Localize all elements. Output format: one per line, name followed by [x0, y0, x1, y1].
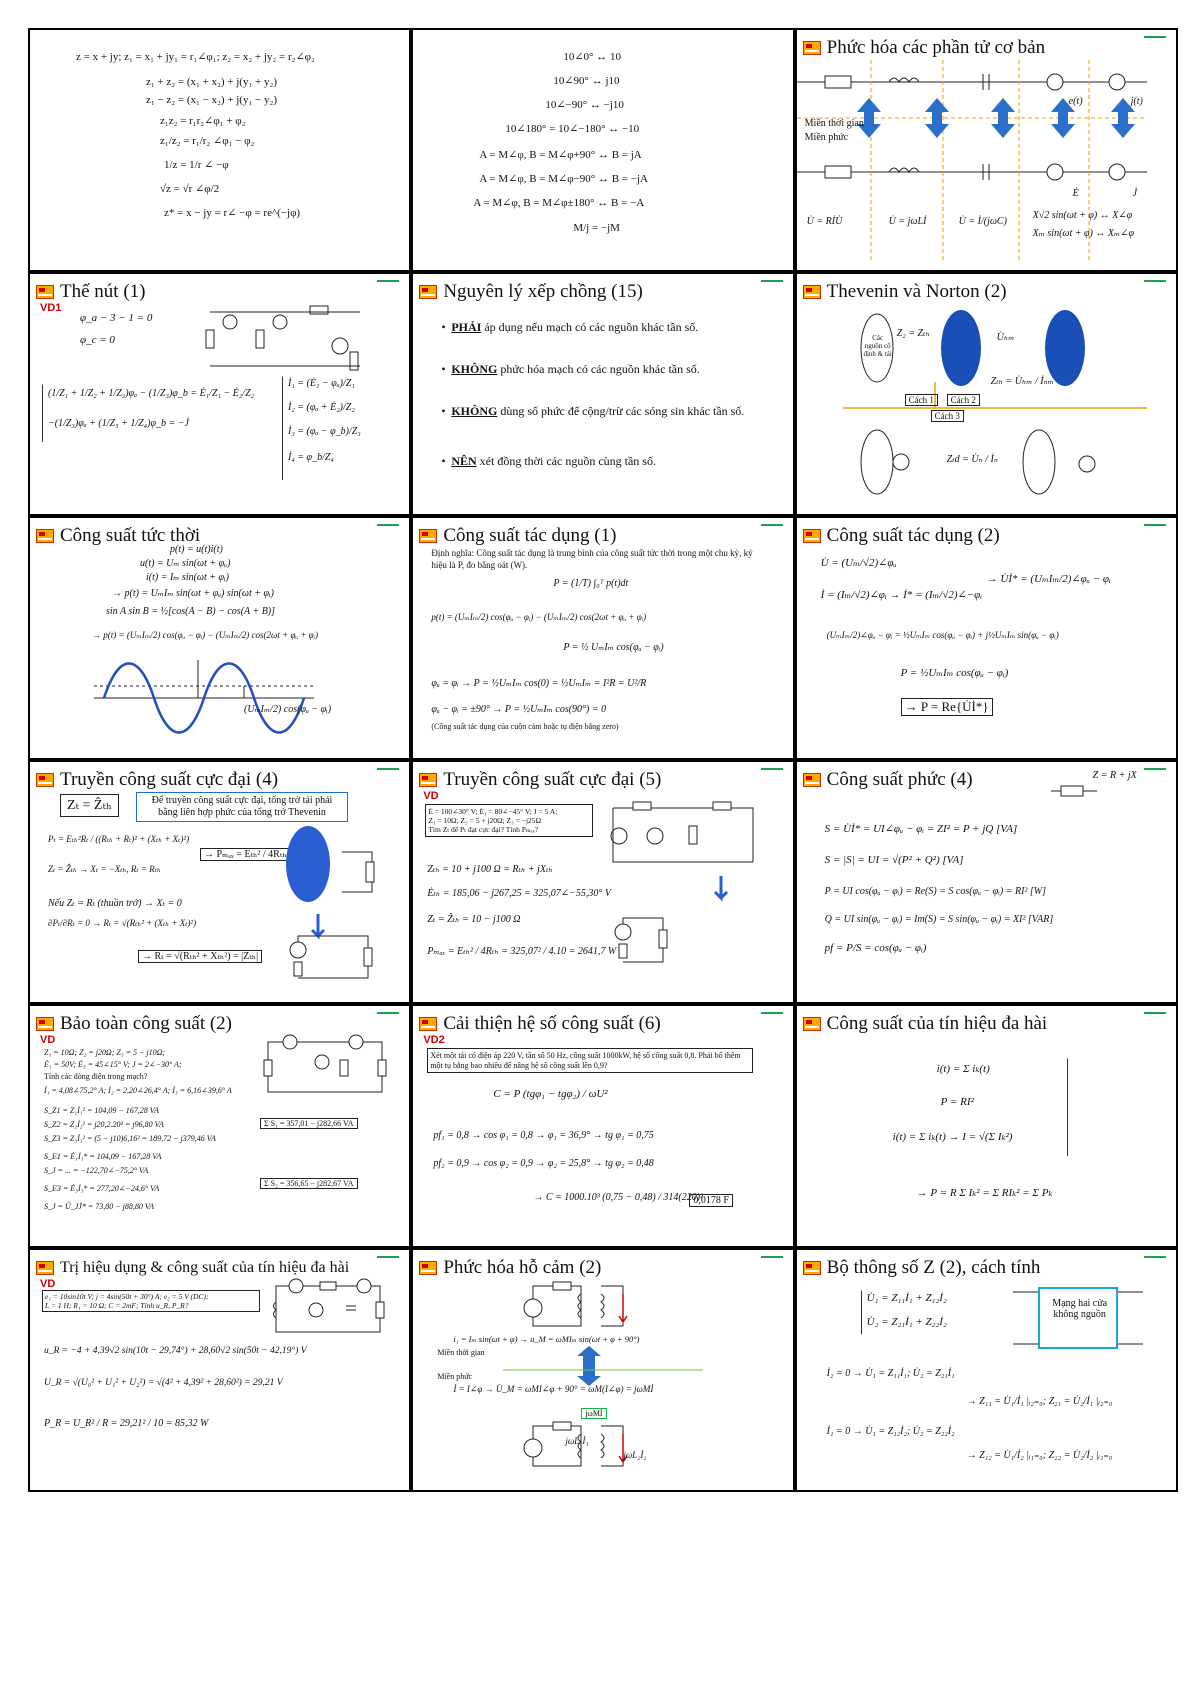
- rule-item: • PHẢI áp dụng nếu mạch có các nguồn khác tần số.: [451, 320, 781, 336]
- eq: → C = 1000.10³ (0,75 − 0,48) / 314(220)²: [533, 1192, 704, 1203]
- accent-bar: [761, 280, 783, 282]
- school-logo-icon: [803, 773, 821, 787]
- eq: S_E3 = Ė₃İ₃* = 277,20∠−24,6° VA: [44, 1184, 160, 1193]
- eq: 1/z = 1/r ∠ −φ: [164, 159, 229, 171]
- result-box: Zₜ = Ẑₜₕ: [60, 794, 119, 817]
- problem-box: Ė = 100∠30° V; Ė₁ = 80∠−45° V; J = 5 A; Z₁ = 10Ω; Z₂ = 5 + j20Ω; Z₃ = −j25Ω Tìm Zₜ để Pₜ đạt cực đại? Tính Pₘₐₓ?: [425, 804, 593, 837]
- eq: U̇ = RİU̇: [806, 216, 843, 227]
- slide-complex-power: [797, 762, 1176, 1002]
- slide-max-power-4: [30, 762, 409, 1002]
- eq: Tính các dòng điện trong mạch?: [44, 1072, 148, 1081]
- eq: S_Z2 = Z₂İ₂² = j20,2.20² = j96,80 VA: [44, 1120, 164, 1129]
- result-box: → Rₜ = √(Rₜₕ² + Xₜₕ²) = |Zₜₕ|: [138, 950, 262, 963]
- eq: → P = R Σ Iₖ² = Σ RIₖ² = Σ Pₖ: [916, 1187, 1053, 1199]
- eq: Z = R + jX: [1092, 770, 1137, 781]
- school-logo-icon: [419, 773, 437, 787]
- slide-header: [419, 522, 784, 550]
- eq: φᵤ − φᵢ = ±90° → P = ½UₘIₘ cos(90°) = 0: [431, 704, 607, 715]
- eq: S_J = Ů_JJ̇* = 73,80 − j88,80 VA: [44, 1202, 155, 1211]
- slide-title: Công suất tác dụng (1): [443, 525, 617, 546]
- example-label: VD2: [423, 1034, 445, 1046]
- eq: İ₂ = 0 → U̇₁ = Z₁₁İ₁; U̇₂ = Z₂₁İ₁: [826, 1368, 955, 1379]
- slide-thevenin-norton: [797, 274, 1176, 514]
- slide-title: Phức hóa các phần tử cơ bản: [826, 37, 1046, 58]
- result-box: → Pₘₐₓ = Eₜₕ² / 4Rₜₕ: [200, 848, 291, 861]
- accent-bar: [761, 768, 783, 770]
- eq: (UₘIₘ/2) cos(φᵤ − φᵢ): [244, 704, 332, 715]
- eq: A = M∠φ, B = M∠φ−90° ↔ B = −jA: [479, 173, 648, 185]
- equation-brace: [42, 384, 43, 442]
- example-label: VD: [423, 790, 439, 802]
- slide-active-power-2: [797, 518, 1176, 758]
- eq: İ₁ = (Ė₁ − φₐ)/Z₁: [288, 378, 355, 389]
- note-box: Để truyền công suất cực đại, tổng trở tải phải bằng liên hợp phức của tổng trở Thevenin: [136, 792, 348, 822]
- slide-title: Trị hiệu dụng & công suất của tín hiệu đa hài: [60, 1259, 350, 1276]
- accent-bar: [1144, 280, 1166, 282]
- slide-header: [803, 1010, 1168, 1038]
- school-logo-icon: [419, 1261, 437, 1275]
- slide-superposition: [413, 274, 792, 514]
- eq: z* = x − jy = r∠ −φ = re^(−jφ): [164, 207, 301, 219]
- eq: S = U̇İ* = UI∠φᵤ − φᵢ = ZI² = P + jQ [VA]: [824, 823, 1018, 835]
- slide-title: Cải thiện hệ số công suất (6): [443, 1013, 661, 1034]
- eq: U̇ = İ/(jωC): [958, 216, 1007, 227]
- slide-sheet: [28, 28, 1178, 1492]
- note-text: (Công suất tác dụng của cuộn cảm hoặc tụ điện bằng zero): [431, 722, 619, 731]
- eq: p(t) = (UₘIₘ/2) cos(φᵤ − φᵢ) − (UₘIₘ/2) cos(2ωt + φᵤ + φᵢ): [431, 612, 647, 622]
- circuit-diagram: [603, 792, 763, 972]
- definition-text: Định nghĩa: Công suất tác dụng là trung bình của công suất tức thời trong một chu kỳ, ký hiệu là P, đo bằng oát (W).: [431, 548, 753, 570]
- school-logo-icon: [803, 1261, 821, 1275]
- eq: U̇ = jωLİ: [888, 216, 927, 227]
- school-logo-icon: [803, 1017, 821, 1031]
- accent-bar: [1144, 768, 1166, 770]
- slide-z-parameters: [797, 1250, 1176, 1490]
- eq: İ₄ = φ_b/Z₄: [288, 452, 334, 463]
- eq: i₁ = Iₘ sin(ωt + φ) → u_M = ωMIₘ sin(ωt + φ + 90°): [453, 1334, 640, 1344]
- slide-title: Công suất tác dụng (2): [826, 525, 1000, 546]
- school-logo-icon: [419, 1017, 437, 1031]
- eq: Ė₁ = 50V; Ė₃ = 45∠15° V; J = 2∠−30° A;: [44, 1060, 182, 1069]
- accent-bar: [1144, 1256, 1166, 1258]
- accent-bar: [761, 1256, 783, 1258]
- circuit-diagram: [266, 1276, 386, 1340]
- eq: S_Z1 = Z₁İ₁² = 104,09 − 167,28 VA: [44, 1106, 159, 1115]
- eq: i(t) = Iₘ sin(ωt + φᵢ): [146, 572, 229, 583]
- eq: Nếu Zₜ = Rₜ (thuần trở) → Xₜ = 0: [48, 898, 182, 909]
- rule-item: • NÊN xét đồng thời các nguồn cùng tần số.: [451, 454, 781, 470]
- eq: İ₂ = (φₐ + Ė₂)/Z₂: [288, 402, 355, 413]
- slide-title: Công suất tức thời: [60, 525, 201, 546]
- method-label: Cách 3: [931, 410, 964, 422]
- method-label: Cách 2: [947, 394, 980, 406]
- school-logo-icon: [36, 529, 54, 543]
- eq: → p(t) = UₘIₘ sin(ωt + φᵤ) sin(ωt + φᵢ): [112, 588, 274, 599]
- slide-header: [803, 34, 1168, 62]
- thevenin-diagram: [276, 822, 386, 982]
- result-box: Σ S₂ = 356,65 − j282,67 VA: [260, 1178, 358, 1189]
- slide-header: [36, 766, 401, 794]
- eq: (1/Z₁ + 1/Z₂ + 1/Z₃)φₐ − (1/Z₃)φ_b = Ė₁/Z₁ − Ė₂/Z₂: [48, 388, 255, 399]
- slide-phasor-elements: [797, 30, 1176, 270]
- eq: U̇₁ = Z₁₁İ₁ + Z₁₂İ₂: [866, 1292, 947, 1304]
- eq: √z = √r ∠φ/2: [160, 183, 220, 195]
- equation-brace: [861, 1290, 862, 1334]
- eq: U̇ = (Uₘ/√2)∠φᵤ: [820, 557, 897, 569]
- accent-bar: [377, 524, 399, 526]
- slide-phasor-rotation: [413, 30, 792, 270]
- eq: C = P (tgφ₁ − tgφ₂) / ωU²: [493, 1088, 608, 1100]
- problem-box: e₁ = 10sin10t V; j = 4sin(50t + 30°) A; e₂ = 5 V (DC); L = 1 H; R₁ = 10 Ω; C = 2mF; Tính u_R, P_R?: [42, 1290, 260, 1312]
- source-label: j(t): [1130, 96, 1143, 107]
- accent-bar: [377, 1256, 399, 1258]
- slide-header: [419, 766, 784, 794]
- eq: S = |S| = UI = √(P² + Q²) [VA]: [824, 854, 964, 866]
- accent-bar: [1144, 524, 1166, 526]
- source-label: e(t): [1068, 96, 1083, 107]
- eq: U̇₂ = Z₂₁İ₁ + Z₂₂İ₂: [866, 1316, 947, 1328]
- eq: sin A sin B = ½[cos(A − B) − cos(A + B)]: [106, 606, 276, 617]
- accent-bar: [377, 280, 399, 282]
- slide-title: Truyền công suất cực đại (4): [60, 769, 279, 790]
- accent-bar: [377, 768, 399, 770]
- example-label: VD1: [40, 302, 62, 314]
- eq: z₁/z₂ = r₁/r₂ ∠φ₁ − φ₂: [160, 135, 255, 147]
- eq: u_R = −4 + 4,39√2 sin(10t − 29,74°) + 28,60√2 sin(50t − 42,19°) V: [44, 1346, 307, 1356]
- accent-bar: [1144, 36, 1166, 38]
- eq: İ = (Iₘ/√2)∠φᵢ → İ* = (Iₘ/√2)∠−φᵢ: [820, 589, 982, 601]
- eq: Q = UI sin(φᵤ − φᵢ) = Im(S) = S sin(φᵤ − φᵢ) = XI² [VAR]: [824, 914, 1054, 925]
- eq: U̇ₕₘ: [996, 332, 1015, 343]
- slide-instantaneous-power: [30, 518, 409, 758]
- example-label: VD: [40, 1034, 56, 1046]
- phasor-domain-label: Miền phức: [437, 1372, 473, 1381]
- slide-title: Công suất của tín hiệu đa hài: [826, 1013, 1048, 1034]
- eq: jωL₂İ₂: [623, 1450, 647, 1460]
- accent-bar: [377, 1012, 399, 1014]
- eq: 10∠−90° ↔ −j10: [545, 99, 624, 111]
- eq: İ₁ = 0 → U̇₁ = Z₁₂İ₂; U̇₂ = Z₂₂İ₂: [826, 1426, 955, 1437]
- eq: p(t) = u(t)i(t): [170, 544, 223, 555]
- eq: Zₜ = Ẑₜₕ → Xₜ = −Xₜₕ, Rₜ = Rₜₕ: [48, 864, 161, 874]
- slide-rms-harmonic: [30, 1250, 409, 1490]
- slide-title: Bảo toàn công suất (2): [60, 1013, 233, 1034]
- eq: P_R = U_R² / R = 29,21² / 10 = 85,32 W: [44, 1418, 209, 1429]
- eq: X√2 sin(ωt + φ) ↔ X∠φ: [1032, 210, 1133, 221]
- phasor-domain-label: Miền phức: [804, 132, 849, 143]
- eq: Ėₜₕ = 185,06 − j267,25 = 325,07∠−55,30° V: [427, 888, 611, 899]
- eq: Xₘ sin(ωt + φ) ↔ Xₘ∠φ: [1032, 228, 1134, 239]
- accent-bar: [761, 524, 783, 526]
- slide-active-power-1: [413, 518, 792, 758]
- slide-title: Phức hóa hỗ cảm (2): [443, 1257, 602, 1278]
- eq: A = M∠φ, B = M∠φ+90° ↔ B = jA: [479, 149, 642, 161]
- eq: φᵤ = φᵢ → P = ½UₘIₘ cos(0) = ½UₘIₘ = I²R = U²/R: [431, 678, 647, 689]
- rule-item: • KHÔNG dùng số phức để cộng/trừ các sóng sin khác tần số.: [451, 404, 781, 420]
- accent-bar: [1144, 1012, 1166, 1014]
- mutual-inductance-diagram: [503, 1272, 703, 1482]
- time-domain-label: Miền thời gian: [437, 1348, 485, 1357]
- slide-mutual-inductance: [413, 1250, 792, 1490]
- problem-box: Xét một tải có điện áp 220 V, tần số 50 Hz, công suất 1000kW, hệ số công suất 0,8. Phải bổ thêm một tụ bằng bao nhiêu để nâng hệ số công suất lên 0,9?: [427, 1048, 753, 1073]
- result-box: Σ S₁ = 357,01 − j282,66 VA: [260, 1118, 358, 1129]
- eq: 10∠180° = 10∠−180° ↔ −10: [505, 123, 640, 135]
- eq: Z₂ = Zₜₕ: [896, 328, 930, 339]
- equation-brace: [1067, 1058, 1068, 1156]
- eq: (UₘIₘ/2)∠φᵤ − φᵢ = ½UₘIₘ cos(φᵤ − φᵢ) + j½UₘIₘ sin(φᵤ − φᵢ): [826, 630, 1059, 640]
- result-box: → P = Re{U̇İ*}: [901, 698, 993, 716]
- eq: pf₂ = 0,9 → cos φ₂ = 0,9 → φ₂ = 25,8° → tg φ₂ = 0,48: [433, 1158, 654, 1169]
- source-label: Ė: [1072, 188, 1079, 199]
- eq: i(t) = Σ iₖ(t) → I = √(Σ Iₖ²): [892, 1131, 1013, 1143]
- eq: S_E1 = Ė₁İ₁* = 104,09 − 167,28 VA: [44, 1152, 162, 1161]
- highlight-box: jωMİ: [581, 1408, 606, 1419]
- eq: −(1/Z₃)φₐ + (1/Z₃ + 1/Z₄)φ_b = −J̇: [48, 418, 189, 429]
- slide-title: Công suất phức (4): [826, 769, 973, 790]
- eq: S_J = ... = −122,70∠−75,2° VA: [44, 1166, 149, 1175]
- slide-title: Nguyên lý xếp chồng (15): [443, 281, 643, 302]
- eq: İ₁ = 4,08∠75,2° A; İ₂ = 2,20∠26,4° A; İ₃ = 6,16∠39,6° A: [44, 1086, 232, 1095]
- method-label: Cách 1: [905, 394, 938, 406]
- eq: z₁ − z₂ = (x₁ − x₂) + j(y₁ − y₂): [146, 94, 278, 106]
- circuit-diagram: [260, 1032, 390, 1102]
- school-logo-icon: [803, 285, 821, 299]
- network-label: Các nguồn cố định & tải: [863, 334, 892, 358]
- eq: ∂Pₜ/∂Rₜ = 0 → Rₜ = √(Rₜₕ² + (Xₜₕ + Xₜ)²): [48, 918, 197, 928]
- eq: P = UI cos(φᵤ − φᵢ) = Re(S) = S cos(φᵤ − φᵢ) = RI² [W]: [824, 886, 1047, 897]
- eq: İ = I∠φ → U̇_M = ωMI∠φ + 90° = ωM(I∠φ) = jωMİ: [453, 1384, 654, 1394]
- slide-complex-numbers: [30, 30, 409, 270]
- eq: Zₜₕ = 10 + j100 Ω = Rₜₕ + jXₜₕ: [427, 864, 553, 875]
- eq: S_Z3 = Z₃İ₃² = (5 − j10)6,16² = 189,72 − j379,46 VA: [44, 1134, 216, 1143]
- slide-max-power-5: [413, 762, 792, 1002]
- school-logo-icon: [36, 285, 54, 299]
- school-logo-icon: [803, 41, 821, 55]
- two-port-label: Mạng hai cửa không nguồn: [1052, 1298, 1108, 1320]
- eq: z = x + jy; z₁ = x₁ + jy₁ = r₁∠φ₁; z₂ = x₂ + jy₂ = r₂∠φ₂: [76, 51, 315, 63]
- eq: P = ½ UₘIₘ cos(φᵤ − φᵢ): [563, 642, 664, 653]
- eq: φ_c = 0: [80, 334, 115, 346]
- school-logo-icon: [419, 529, 437, 543]
- eq: → Z₁₂ = U̇₁/İ₂ |ᵢ₁₌₀; Z₂₂ = U̇₂/İ₂ |ᵢ₁₌₀: [966, 1450, 1113, 1461]
- example-label: VD: [40, 1278, 56, 1290]
- eq: z₁ + z₂ = (x₁ + x₂) + j(y₁ + y₂): [146, 76, 278, 88]
- eq: jωL₁İ₁: [565, 1436, 589, 1446]
- eq: Pₜ = Eₜₕ²Rₜ / ((Rₜₕ + Rₜ)² + (Xₜₕ + Xₜ)²): [48, 834, 190, 844]
- eq: φ_a − 3 − 1 = 0: [80, 312, 153, 324]
- slide-title: Thế nút (1): [60, 281, 146, 302]
- eq: Zₜd = U̇ₙ / İₙ: [946, 454, 998, 465]
- power-waveform: [94, 656, 354, 736]
- equation-brace: [282, 376, 283, 480]
- eq: 10∠0° ↔ 10: [563, 51, 621, 63]
- eq: → Z₁₁ = U̇₁/İ₁ |ᵢ₂₌₀; Z₂₁ = U̇₂/İ₁ |ᵢ₂₌₀: [966, 1396, 1113, 1407]
- slide-header: [803, 522, 1168, 550]
- slide-title: Truyền công suất cực đại (5): [443, 769, 662, 790]
- eq: 10∠90° ↔ j10: [553, 75, 620, 87]
- school-logo-icon: [36, 1261, 54, 1275]
- school-logo-icon: [803, 529, 821, 543]
- eq: u(t) = Uₘ sin(ωt + φᵤ): [140, 558, 231, 569]
- eq: M/j = −jM: [573, 222, 620, 234]
- source-label: J̇: [1132, 188, 1138, 199]
- eq: Zₜₕ = U̇ₕₘ / İₙₘ: [990, 376, 1054, 387]
- eq: pf = P/S = cos(φᵤ − φᵢ): [824, 942, 927, 954]
- eq: Z₁ = 10Ω; Z₂ = j20Ω; Z₃ = 5 − j10Ω;: [44, 1048, 166, 1057]
- school-logo-icon: [36, 773, 54, 787]
- eq: pf₁ = 0,8 → cos φ₁ = 0,8 → φ₁ = 36,9° → tg φ₁ = 0,75: [433, 1130, 654, 1141]
- slide-power-conservation: [30, 1006, 409, 1246]
- eq: U_R = √(U₀² + U₁² + U₂²) = √(4² + 4,39² + 28,60²) = 29,21 V: [44, 1378, 283, 1388]
- school-logo-icon: [36, 1017, 54, 1031]
- eq: z₁z₂ = r₁r₂∠φ₁ + φ₂: [160, 115, 246, 127]
- eq: A = M∠φ, B = M∠φ±180° ↔ B = −A: [473, 197, 645, 209]
- accent-bar: [761, 1012, 783, 1014]
- eq: İ₃ = (φₐ − φ_b)/Z₃: [288, 426, 361, 437]
- slide-title: Bộ thông số Z (2), cách tính: [826, 1257, 1041, 1278]
- school-logo-icon: [419, 285, 437, 299]
- eq: → p(t) = (UₘIₘ/2) cos(φᵤ − φᵢ) − (UₘIₘ/2) cos(2ωt + φᵤ + φᵢ): [92, 630, 319, 640]
- slide-header: [419, 1010, 784, 1038]
- slide-power-factor: [413, 1006, 792, 1246]
- time-domain-label: Miền thời gian: [804, 118, 864, 129]
- slide-node-voltage: [30, 274, 409, 514]
- eq: P = RI²: [940, 1096, 974, 1108]
- eq: Zₜ = Ẑₜₕ = 10 − j100 Ω: [427, 914, 521, 925]
- slide-header: [419, 278, 784, 306]
- eq: i(t) = Σ iₖ(t): [936, 1063, 990, 1075]
- eq: P = ½UₘIₘ cos(φᵤ − φᵢ): [900, 667, 1009, 679]
- rule-item: • KHÔNG phức hóa mạch có các nguồn khác tần số.: [451, 362, 781, 378]
- slide-harmonic-power: [797, 1006, 1176, 1246]
- eq: P = (1/T) ∫₀ᵀ p(t)dt: [553, 578, 629, 589]
- slide-title: Thevenin và Norton (2): [826, 281, 1007, 302]
- result-box: 0,0178 F: [689, 1194, 733, 1207]
- eq: → U̇İ* = (UₘIₘ/2)∠φᵤ − φᵢ: [986, 573, 1111, 585]
- eq: Pₘₐₓ = Eₜₕ² / 4Rₜₕ = 325,07² / 4.10 = 2641,7 W: [427, 946, 617, 957]
